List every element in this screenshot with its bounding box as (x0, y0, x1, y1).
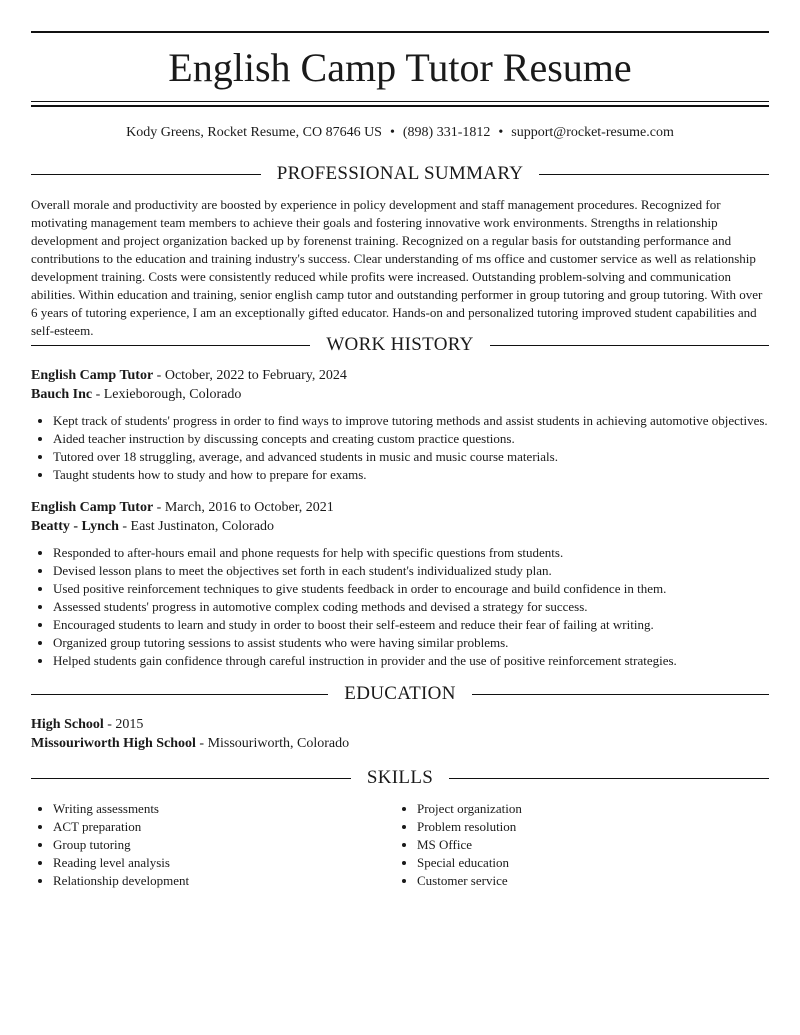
contact-email: support@rocket-resume.com (511, 125, 674, 140)
skill-item: • Project organization (417, 800, 765, 818)
job-location: - Lexieborough, Colorado (92, 387, 242, 402)
contact-separator: • (389, 125, 395, 140)
title-rule-thin (31, 101, 769, 102)
section-rule (472, 694, 769, 695)
skill-item: • Group tutoring (53, 836, 391, 854)
skill-item: • Relationship development (53, 872, 391, 890)
job-title-line (31, 366, 769, 385)
job-bullet: • Taught students how to study and how to prepare for exams. (53, 466, 769, 484)
page-title: English Camp Tutor Resume (168, 45, 632, 90)
job-bullet: • Devised lesson plans to meet the objectives set forth in each student's individualized study plan. (53, 562, 769, 580)
contact-address: Kody Greens, Rocket Resume, CO 87646 US (126, 125, 382, 140)
top-rule (31, 31, 769, 33)
section-heading-skills (31, 766, 769, 790)
job-bullet: • Responded to after-hours email and phone requests for help with specific questions from students. (53, 544, 769, 562)
education-entry (31, 715, 769, 753)
education-year: - 2015 (103, 717, 144, 732)
job-dates: - October, 2022 to February, 2024 (153, 368, 347, 383)
skill-item: • Reading level analysis (53, 854, 391, 872)
skill-item: • ACT preparation (53, 818, 391, 836)
skill-item: • Customer service (417, 872, 765, 890)
job-location: - East Justinaton, Colorado (118, 519, 275, 534)
section-rule (31, 345, 310, 346)
education-degree: High School (31, 717, 104, 732)
job-bullets (31, 412, 769, 484)
job-entry (31, 366, 769, 484)
job-bullet: • Tutored over 18 struggling, average, and advanced students in music and music course materials. (53, 448, 769, 466)
skills-column-right (395, 800, 765, 890)
section-rule (490, 345, 769, 346)
job-company-line (31, 517, 769, 536)
section-rule (539, 174, 769, 175)
job-bullet: • Organized group tutoring sessions to assist students who were having similar problems. (53, 634, 769, 652)
job-company: Bauch Inc (31, 387, 93, 402)
job-company: Beatty - Lynch (31, 519, 119, 534)
job-bullet: • Encouraged students to learn and study in order to boost their self-esteem and reduce their fear of failing at writing. (53, 616, 769, 634)
skill-item: • Special education (417, 854, 765, 872)
job-title: English Camp Tutor (31, 368, 154, 383)
job-bullet: • Helped students gain confidence through careful instruction in provider and the use of positive reinforcement strategies. (53, 652, 769, 670)
education-school-line (31, 734, 769, 753)
job-bullet: • Assessed students' progress in automotive complex coding methods and devised a strategy for success. (53, 598, 769, 616)
job-entry (31, 498, 769, 670)
section-title: EDUCATION (344, 683, 456, 704)
job-dates: - March, 2016 to October, 2021 (153, 500, 334, 515)
section-rule (31, 694, 328, 695)
section-title: SKILLS (366, 767, 434, 788)
job-title-line (31, 498, 769, 517)
education-location: - Missouriworth, Colorado (195, 736, 350, 751)
skills-list (31, 800, 391, 890)
title-rule-thick (31, 105, 769, 107)
section-title: PROFESSIONAL SUMMARY (276, 163, 524, 184)
skill-item: • Writing assessments (53, 800, 391, 818)
skills-list (395, 800, 765, 890)
section-heading-education (31, 682, 769, 706)
job-bullets (31, 544, 769, 670)
section-title: WORK HISTORY (326, 334, 474, 355)
job-bullet: • Used positive reinforcement techniques to give students feedback in order to encourage and build confidence in them. (53, 580, 769, 598)
education-degree-line (31, 715, 769, 734)
skills-column-left (31, 800, 391, 890)
job-company-line (31, 385, 769, 404)
section-rule (449, 778, 769, 779)
education-school: Missouriworth High School (31, 736, 196, 751)
summary-text: Overall morale and productivity are boosted by experience in policy development and staff management procedures. Recognized for motivating management team members to achieve their goals and fostering innovative work environments. Strengths in relationship development and project organization backed up by forenenst training. Recognized on a regular basis for outstanding performance and contributions to the education and training industry's success. Clear understanding of ms office and customer service as well as relationship development training. Costs were consistently reduced while profits were increased. Outstanding problem-solving and communication abilities. Within education and training, senior english camp tutor and outstanding performer in group tutoring and group tutoring. With over 6 years of tutoring experience, I am an exceptionally gifted educator. Hands-on and personalized tutoring improved student capabilities and self-esteem. (31, 197, 763, 338)
contact-phone: (898) 331-1812 (402, 125, 491, 140)
skill-item: • MS Office (417, 836, 765, 854)
job-bullet: • Aided teacher instruction by discussing concepts and creating custom practice questions. (53, 430, 769, 448)
skill-item: • Problem resolution (417, 818, 765, 836)
job-title: English Camp Tutor (31, 500, 154, 515)
section-heading-summary (31, 162, 769, 186)
job-bullet: • Kept track of students' progress in order to find ways to improve tutoring methods and assist students in achieving automotive objectives. (53, 412, 769, 430)
contact-separator: • (498, 125, 504, 140)
section-rule (31, 778, 351, 779)
section-heading-work (31, 333, 769, 357)
contact-line (31, 124, 769, 142)
section-rule (31, 174, 261, 175)
